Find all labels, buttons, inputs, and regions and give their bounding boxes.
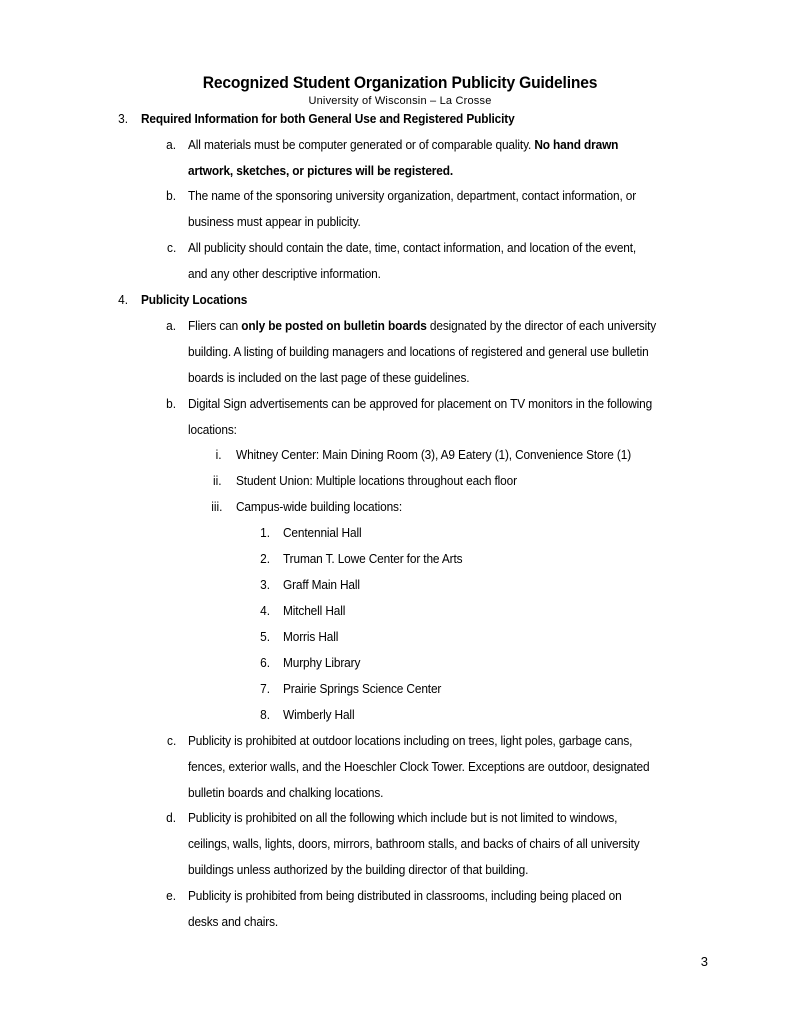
building-list-item: Truman T. Lowe Center for the Arts bbox=[283, 551, 463, 566]
section-number: 3. bbox=[118, 111, 128, 126]
list-marker: e. bbox=[166, 888, 176, 903]
document-subtitle: University of Wisconsin – La Crosse bbox=[308, 95, 492, 107]
list-item-text: Digital Sign advertisements can be approved for placement on TV monitors in the following bbox=[188, 396, 653, 411]
list-item-text-bold: artwork, sketches, or pictures will be registered. bbox=[188, 163, 454, 178]
building-list-item: Murphy Library bbox=[283, 655, 361, 670]
list-item-text-bold: No hand drawn bbox=[534, 137, 619, 152]
list-item-text: Publicity is prohibited from being distributed in classrooms, including being placed on bbox=[188, 888, 622, 903]
sublist-marker: i. bbox=[216, 447, 222, 462]
building-list-item: Prairie Springs Science Center bbox=[283, 681, 442, 696]
building-list-marker: 7. bbox=[260, 681, 270, 696]
list-item-text: locations: bbox=[188, 422, 237, 437]
building-list-marker: 1. bbox=[260, 525, 270, 540]
list-marker: c. bbox=[166, 240, 176, 255]
list-item-text: ceilings, walls, lights, doors, mirrors, bathroom stalls, and backs of chairs of all university bbox=[188, 836, 640, 851]
list-item-text: fences, exterior walls, and the Hoeschler Clock Tower. Exceptions are outdoor, designated bbox=[188, 759, 650, 774]
list-marker: b. bbox=[166, 396, 176, 411]
list-item-text bbox=[188, 318, 656, 334]
building-list-item: Centennial Hall bbox=[283, 525, 362, 540]
list-item-text-plain: Fliers can bbox=[188, 318, 242, 333]
list-marker: c. bbox=[166, 733, 176, 748]
list-item-text-plain: All materials must be computer generated or of comparable quality. bbox=[188, 137, 535, 152]
sublist-marker: ii. bbox=[213, 473, 222, 488]
sublist-item-text: Whitney Center: Main Dining Room (3), A9 Eatery (1), Convenience Store (1) bbox=[236, 447, 632, 462]
building-list-marker: 2. bbox=[260, 551, 270, 566]
sublist-item-text: Student Union: Multiple locations throughout each floor bbox=[236, 473, 517, 488]
list-marker: d. bbox=[166, 810, 176, 825]
building-list-item: Mitchell Hall bbox=[283, 603, 346, 618]
list-item-text: bulletin boards and chalking locations. bbox=[188, 785, 384, 800]
list-item-text: Publicity is prohibited on all the following which include but is not limited to windows, bbox=[188, 810, 618, 825]
list-marker: a. bbox=[166, 318, 176, 333]
list-item-text: desks and chairs. bbox=[188, 914, 279, 929]
list-item-text bbox=[188, 137, 618, 153]
building-list-marker: 8. bbox=[260, 707, 270, 722]
list-item-text: Publicity is prohibited at outdoor locations including on trees, light poles, garbage cans, bbox=[188, 733, 633, 748]
list-marker: a. bbox=[166, 137, 176, 152]
building-list-marker: 6. bbox=[260, 655, 270, 670]
list-item-text: buildings unless authorized by the building director of that building. bbox=[188, 862, 529, 877]
building-list-item: Morris Hall bbox=[283, 629, 339, 644]
building-list-item: Wimberly Hall bbox=[283, 707, 355, 722]
building-list-marker: 4. bbox=[260, 603, 270, 618]
building-list-marker: 3. bbox=[260, 577, 270, 592]
page-number: 3 bbox=[700, 954, 708, 969]
sublist-item-text: Campus-wide building locations: bbox=[236, 499, 403, 514]
section-number: 4. bbox=[118, 292, 128, 307]
list-item-text-plain: designated by the director of each university bbox=[426, 318, 657, 333]
section-heading: Publicity Locations bbox=[141, 292, 248, 307]
list-item-text: boards is included on the last page of these guidelines. bbox=[188, 370, 470, 385]
list-item-text: and any other descriptive information. bbox=[188, 266, 381, 281]
sublist-marker: iii. bbox=[210, 499, 222, 514]
list-item-text: All publicity should contain the date, time, contact information, and location of the event, bbox=[188, 240, 637, 255]
list-item-text: business must appear in publicity. bbox=[188, 214, 361, 229]
list-item-text: The name of the sponsoring university organization, department, contact information, or bbox=[188, 188, 637, 203]
list-marker: b. bbox=[166, 188, 176, 203]
building-list-marker: 5. bbox=[260, 629, 270, 644]
list-item-text-bold: only be posted on bulletin boards bbox=[241, 318, 427, 333]
document-title: Recognized Student Organization Publicity Guidelines bbox=[202, 73, 598, 92]
building-list-item: Graff Main Hall bbox=[283, 577, 360, 592]
list-item-text: building. A listing of building managers and locations of registered and general use bulletin bbox=[188, 344, 649, 359]
section-heading: Required Information for both General Use and Registered Publicity bbox=[141, 111, 515, 126]
